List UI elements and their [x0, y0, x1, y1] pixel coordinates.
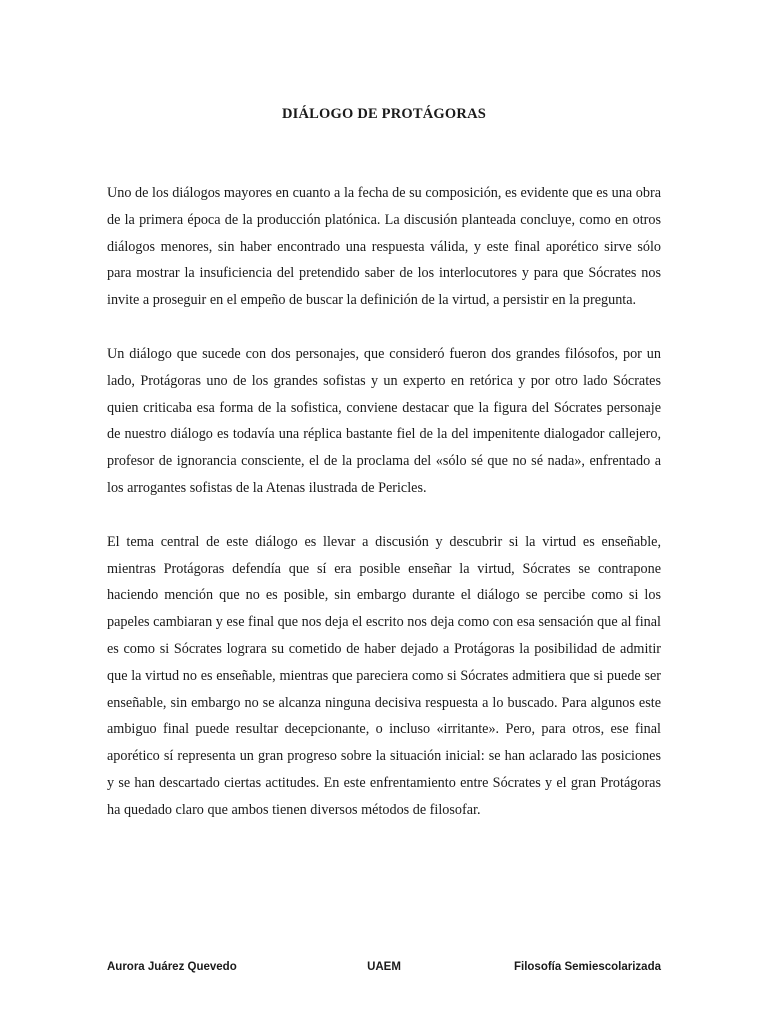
footer-institution: UAEM: [367, 961, 401, 973]
document-body: [107, 180, 661, 851]
document-title: DIÁLOGO DE PROTÁGORAS: [282, 106, 486, 122]
page-footer: [107, 961, 661, 973]
paragraph-3: El tema central de este diálogo es llevar a discusión y descubrir si la virtud es enseñable, mientras Protágoras defendía que sí era posible enseñar la virtud, Sócrates se contrapone haciendo mención que no es posible, sin embargo durante el diálogo se percibe como si los papeles cambiaran y ese final que nos deja el escrito nos deja como con esa sensación que al final es como si Sócrates lograra su cometido de haber dejado a Protágoras la posibilidad de admitir que la virtud no es enseñable, mientras que pareciera como si Sócrates admitiera que si puede ser enseñable, sin embargo no se alcanza ninguna decisiva respuesta a lo buscado. Para algunos este ambiguo final puede resultar decepcionante, o incluso «irritante». Pero, para otros, ese final aporético sí representa un gran progreso sobre la situación inicial: se han aclarado las posiciones y se han descartado ciertas actitudes. En este enfrentamiento entre Sócrates y el gran Protágoras ha quedado claro que ambos tienen diversos métodos de filosofar.: [107, 533, 661, 818]
footer-author: Aurora Juárez Quevedo: [107, 961, 237, 973]
paragraph-2: Un diálogo que sucede con dos personajes, que consideró fueron dos grandes filósofos, por un lado, Protágoras uno de los grandes sofistas y un experto en retórica y por otro lado Sócrates quien criticaba esa forma de la sofistica, conviene destacar que la figura del Sócrates personaje de nuestro diálogo es todavía una réplica bastante fiel de la del impenitente dialogador callejero, profesor de ignorancia consciente, el de la proclama del «sólo sé que no sé nada», enfrentado a los arrogantes sofistas de la Atenas ilustrada de Pericles.: [107, 345, 661, 496]
paragraph-1: Uno de los diálogos mayores en cuanto a la fecha de su composición, es evidente que es una obra de la primera época de la producción platónica. La discusión planteada concluye, como en otros diálogos menores, sin haber encontrado una respuesta válida, y este final aporético sirve sólo para mostrar la insuficiencia del pretendido saber de los interlocutores y para que Sócrates nos invite a proseguir en el empeño de buscar la definición de la virtud, a persistir en la pregunta.: [107, 185, 661, 309]
footer-program: Filosofía Semiescolarizada: [513, 961, 661, 973]
